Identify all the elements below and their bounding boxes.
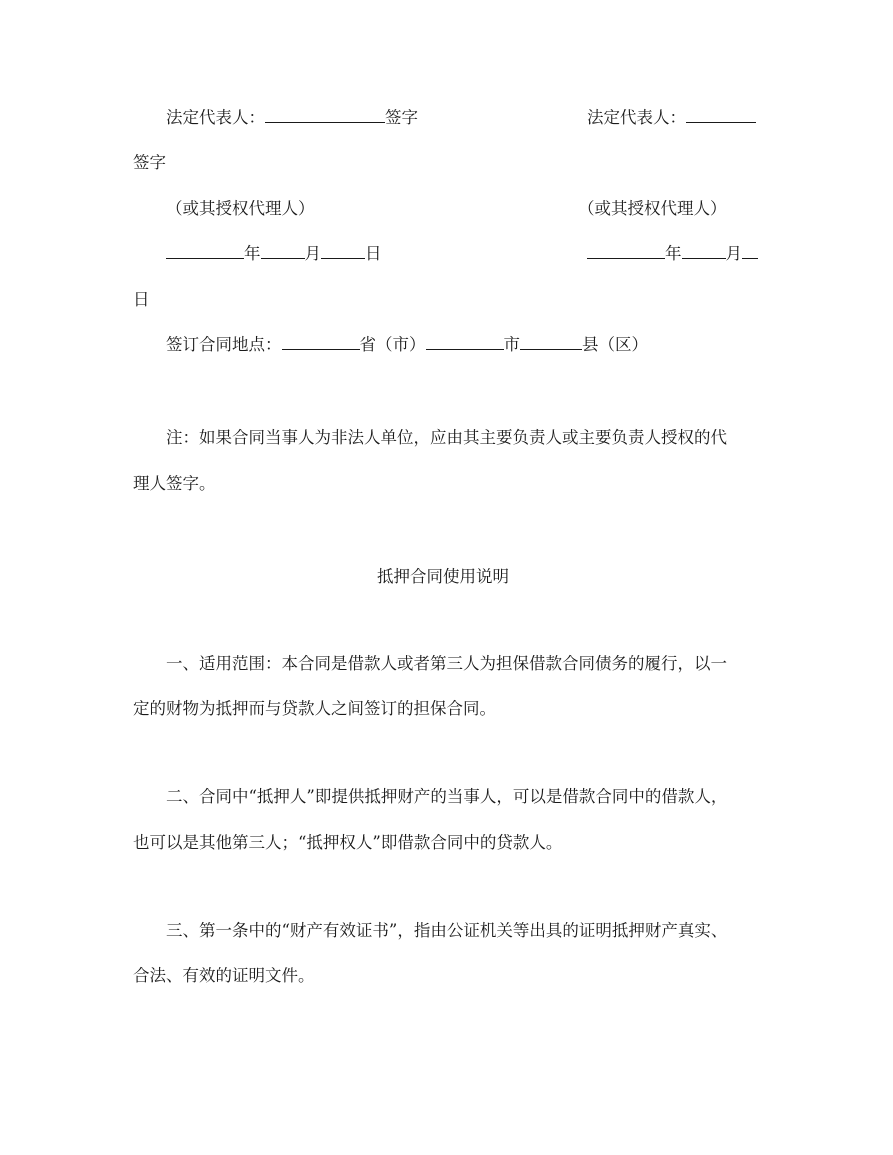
right-month-blank[interactable]: [682, 243, 726, 259]
city-label: 市: [503, 335, 520, 354]
right-representative-label: 法定代表人：: [587, 108, 686, 127]
instruction-2-line-2: 也可以是其他第三人；“抵押权人”即借款合同中的贷款人。: [133, 833, 563, 852]
county-label: 县（区）: [582, 335, 648, 354]
left-year-label: 年: [244, 244, 261, 263]
right-agent-label: （或其授权代理人）: [578, 199, 727, 218]
right-year-label: 年: [665, 244, 682, 263]
contract-place-label: 签订合同地点：: [166, 335, 282, 354]
right-date-line: [587, 243, 758, 265]
province-label: 省（市）: [359, 335, 426, 354]
contract-place-line: [166, 334, 648, 356]
left-agent-label: （或其授权代理人）: [166, 199, 315, 218]
county-blank[interactable]: [520, 334, 582, 350]
right-representative-blank[interactable]: [686, 107, 756, 123]
instruction-3-line-1: 三、第一条中的“财产有效证书”，指由公证机关等出具的证明抵押财产真实、: [166, 921, 728, 940]
left-day-blank[interactable]: [321, 243, 365, 259]
right-day-label: 日: [133, 290, 150, 309]
instruction-2-line-1: 二、合同中“抵押人”即提供抵押财产的当事人，可以是借款合同中的借款人，: [166, 787, 728, 806]
left-month-label: 月: [304, 244, 321, 263]
left-representative-line: [166, 107, 418, 129]
city-blank[interactable]: [426, 334, 504, 350]
left-day-label: 日: [365, 244, 382, 263]
right-day-blank[interactable]: [742, 243, 758, 259]
right-year-blank[interactable]: [587, 243, 665, 259]
left-sign-label: 签字: [385, 108, 418, 127]
left-representative-label: 法定代表人：: [166, 108, 265, 127]
left-date-line: [166, 243, 382, 265]
note-line-2: 理人签字。: [133, 474, 216, 493]
right-sign-label: 签字: [133, 153, 166, 172]
instructions-title: 抵押合同使用说明: [377, 567, 509, 586]
right-month-label: 月: [725, 244, 742, 263]
left-month-blank[interactable]: [261, 243, 305, 259]
instruction-3-line-2: 合法、有效的证明文件。: [133, 966, 315, 985]
instruction-1-line-1: 一、适用范围：本合同是借款人或者第三人为担保借款合同债务的履行，以一: [166, 654, 727, 673]
left-representative-blank[interactable]: [265, 107, 385, 123]
province-blank[interactable]: [282, 334, 360, 350]
right-representative-line: [587, 107, 756, 129]
left-year-blank[interactable]: [166, 243, 244, 259]
note-line-1: 注：如果合同当事人为非法人单位，应由其主要负责人或主要负责人授权的代: [166, 428, 727, 447]
instruction-1-line-2: 定的财物为抵押而与贷款人之间签订的担保合同。: [133, 699, 496, 718]
